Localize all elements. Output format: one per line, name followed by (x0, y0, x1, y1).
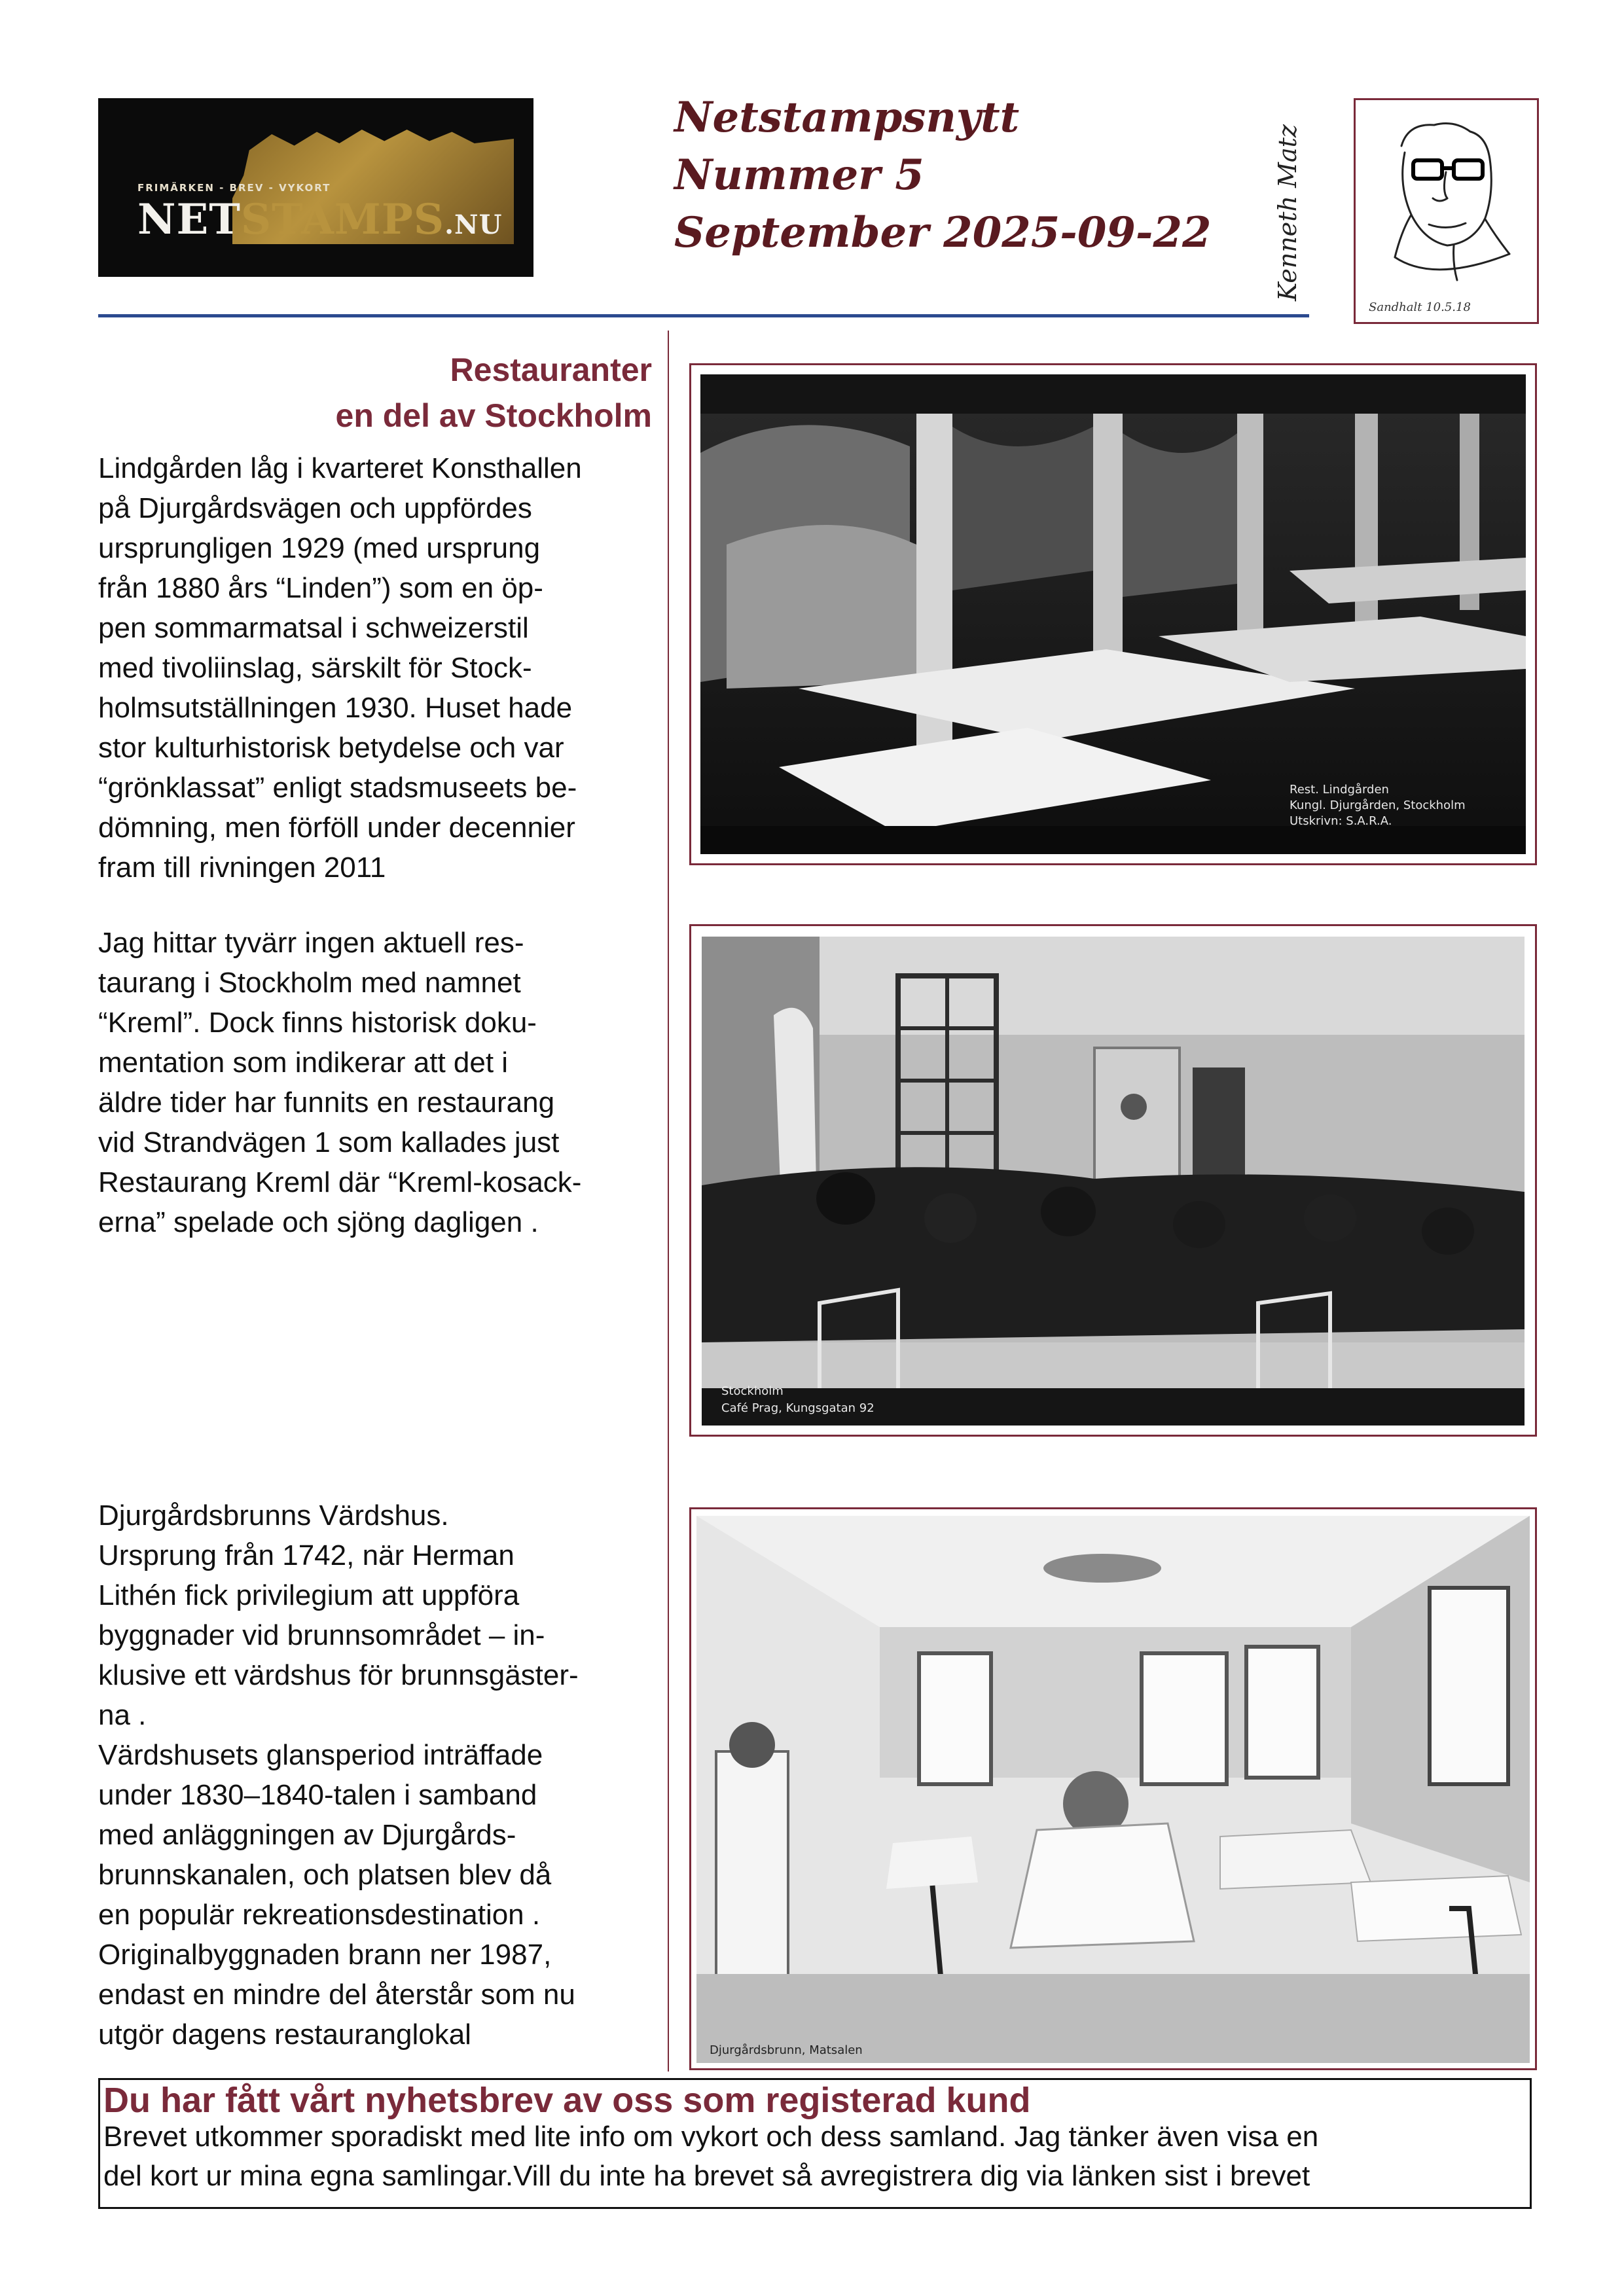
text-line: fram till rivningen 2011 (98, 852, 386, 884)
subscription-notice-line2: del kort ur mina egna samlingar.Vill du inte ha brevet så avregistrera dig via länken sist i brevet (103, 2160, 1310, 2192)
text-line: under 1830–1840-talen i samband (98, 1779, 537, 1811)
text-line: från 1880 års “Linden”) som en öp- (98, 572, 543, 604)
text-line: endast en mindre del återstår som nu (98, 1979, 575, 2011)
text-line: “Kreml”. Dock finns historisk doku- (98, 1007, 537, 1039)
lindgarden-photo-image (700, 374, 1526, 854)
logo-wordmark (137, 195, 502, 244)
newsletter-title: Netstampsnytt (674, 93, 1020, 142)
text-line: Originalbyggnaden brann ner 1987, (98, 1939, 552, 1971)
text-line: på Djurgårdsvägen och uppfördes (98, 492, 532, 524)
text-line: erna” spelade och sjöng dagligen . (98, 1206, 539, 1238)
issue-date: September 2025-09-22 (674, 208, 1212, 257)
text-line: Lithén fick privilegium att uppföra (98, 1579, 520, 1611)
article-heading-line2: en del av Stockholm (335, 397, 652, 434)
author-portrait (1354, 98, 1539, 324)
column-divider (668, 331, 669, 2072)
text-line: Lindgården låg i kvarteret Konsthallen (98, 452, 582, 484)
article2-text (98, 923, 581, 1242)
text-line: vid Strandvägen 1 som kallades just (98, 1126, 560, 1158)
text-line: holmsutställningen 1930. Huset hade (98, 692, 573, 724)
article-heading-line1: Restauranter (450, 351, 652, 388)
text-line: “grönklassat” enligt stadsmuseets be- (98, 772, 577, 804)
portrait-sketch (1356, 100, 1537, 322)
lindgarden-caption-3: Utskrivn: S.A.R.A. (1290, 814, 1392, 828)
text-line: taurang i Stockholm med namnet (98, 967, 521, 999)
logo-tagline: FRIMÄRKEN - BREV - VYKORT (137, 182, 331, 194)
text-line: byggnader vid brunnsområdet – in- (98, 1619, 545, 1651)
netstamps-logo[interactable] (98, 98, 533, 277)
logo-wordmark-nu: .NU (444, 209, 503, 240)
article1-text (98, 448, 582, 888)
logo-wordmark-stamps: STAMPS (240, 195, 445, 244)
text-line: med anläggningen av Djurgårds- (98, 1819, 516, 1851)
header-divider (98, 314, 1309, 317)
djurgardsbrunn-photo-image (696, 1516, 1530, 2063)
text-line: Restaurang Kreml där “Kreml-kosack- (98, 1166, 582, 1198)
text-line: Jag hittar tyvärr ingen aktuell res- (98, 927, 524, 959)
lindgarden-caption-1: Rest. Lindgården (1290, 783, 1389, 797)
subscription-notice-title: Du har fått vårt nyhetsbrev av oss som registerad kund (103, 2081, 1031, 2120)
photo-cafe-prag[interactable] (689, 924, 1537, 1437)
portrait-signature: Sandhalt 10.5.18 (1369, 300, 1471, 314)
article3-text (98, 1496, 579, 2054)
text-line: Djurgårdsbrunns Värdshus. (98, 1499, 449, 1532)
text-line: mentation som indikerar att det i (98, 1047, 509, 1079)
cafe-caption-2: Café Prag, Kungsgatan 92 (721, 1401, 875, 1415)
cafe-prag-photo-image (702, 937, 1525, 1426)
text-line: äldre tider har funnits en restaurang (98, 1086, 555, 1119)
photo-djurgardsbrunn[interactable] (689, 1507, 1537, 2070)
cafe-caption-1: Stockholm (721, 1384, 784, 1398)
logo-wordmark-net: NET (137, 195, 241, 244)
photo-lindgarden[interactable] (689, 363, 1537, 865)
text-line: brunnskanalen, och platsen blev då (98, 1859, 552, 1891)
text-line: ursprungligen 1929 (med ursprung (98, 532, 541, 564)
author-name: Kenneth Matz (1273, 124, 1302, 301)
djurgardsbrunn-caption: Djurgårdsbrunn, Matsalen (710, 2043, 863, 2057)
text-line: klusive ett värdshus för brunnsgäster- (98, 1659, 579, 1691)
issue-number: Nummer 5 (674, 151, 924, 200)
text-line: Ursprung från 1742, när Herman (98, 1539, 514, 1571)
text-line: pen sommarmatsal i schweizerstil (98, 612, 529, 644)
subscription-notice-line1: Brevet utkommer sporadiskt med lite info om vykort och dess samland. Jag tänker även visa en (103, 2121, 1319, 2153)
text-line: en populär rekreationsdestination . (98, 1899, 541, 1931)
text-line: dömning, men förföll under decennier (98, 812, 575, 844)
text-line: Värdshusets glansperiod inträffade (98, 1739, 543, 1771)
text-line: utgör dagens restauranglokal (98, 2018, 471, 2051)
text-line: med tivoliinslag, särskilt för Stock- (98, 652, 532, 684)
text-line: na . (98, 1699, 147, 1731)
text-line: stor kulturhistorisk betydelse och var (98, 732, 564, 764)
lindgarden-caption-2: Kungl. Djurgården, Stockholm (1290, 798, 1466, 812)
